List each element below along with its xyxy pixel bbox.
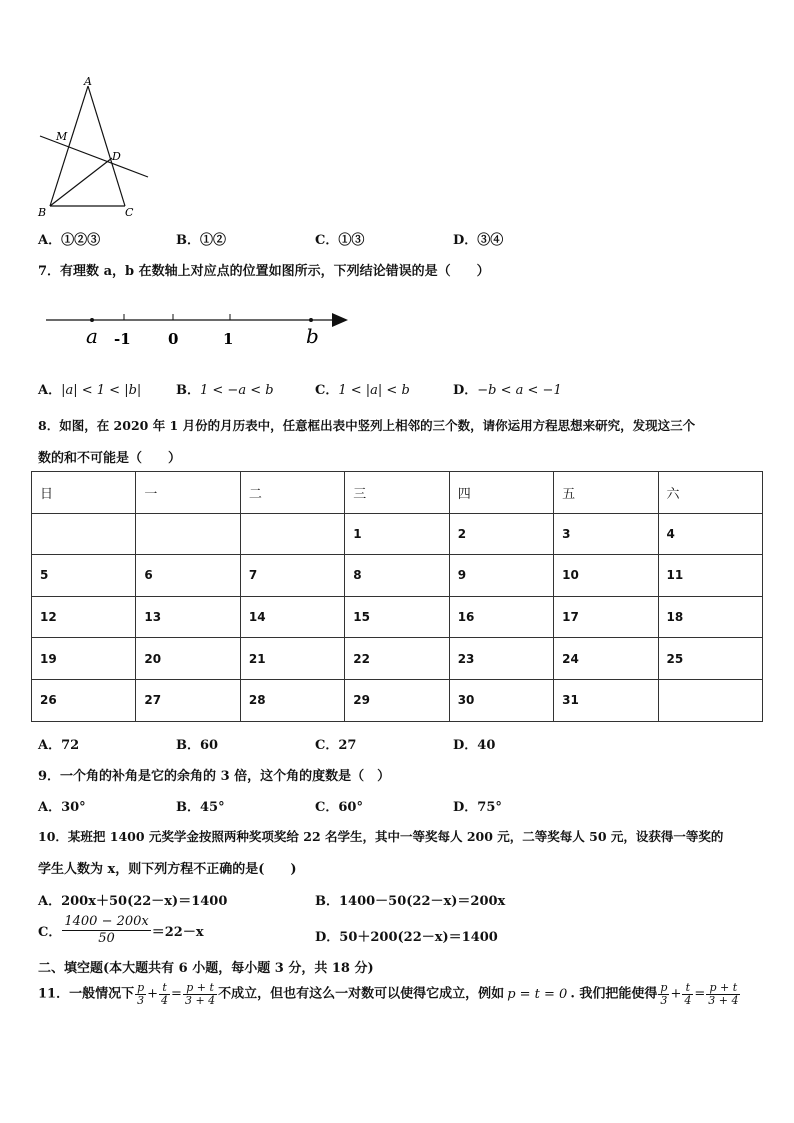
q8-option-d: D．40	[453, 738, 496, 753]
label-m: M	[56, 130, 68, 143]
q11-text: 11．一般情况下 $\frac{p}{3}$ + $\frac{t}{4}$ = $\frac{p + t}{3 + 4}$ 不成立，但也有这么一对数可以使得它成立，例如 p = t = 0 . 我们把能使得 $\frac{p}{3}$ + $\frac{t}{4}$ = $\frac{p + t}{3 + 4}$	[38, 981, 739, 1007]
number-line	[40, 300, 360, 352]
calendar-cell: 26	[32, 679, 136, 721]
calendar-cell: 5	[32, 555, 136, 597]
calendar-cell: 19	[32, 638, 136, 680]
calendar-cell: 17	[554, 596, 658, 638]
label-a: A	[84, 76, 92, 88]
axis-arrow	[332, 313, 348, 327]
calendar-cell: 20	[136, 638, 240, 680]
calendar-cell: 27	[136, 679, 240, 721]
q8-stem-line1: 8．如图，在 2020 年 1 月份的月历表中，任意框出表中竖列上相邻的三个数，请你运用方程思想来研究，发现这三个	[38, 418, 696, 433]
calendar-cell: 15	[345, 596, 449, 638]
label-zero: 0	[168, 330, 179, 348]
calendar-cell: 12	[32, 596, 136, 638]
point-b	[309, 318, 313, 322]
q8-option-a: A．72	[38, 738, 80, 753]
q10-c-numerator: 1400 − 200x	[64, 914, 149, 929]
calendar-cell: 8	[345, 555, 449, 597]
calendar-cell: 1	[345, 513, 449, 555]
label-point-b: b	[306, 324, 319, 348]
calendar-header-cell: 六	[658, 472, 762, 514]
q8-option-b: B．60	[176, 738, 219, 753]
q7-option-c: C．1 < |a| < b	[315, 383, 410, 398]
label-minus-one: -1	[114, 330, 131, 348]
calendar-header-cell: 日	[32, 472, 136, 514]
label-one: 1	[223, 330, 234, 348]
calendar-cell: 28	[240, 679, 344, 721]
q10-c-denominator: 50	[98, 931, 115, 946]
q6-option-d: D．③④	[453, 233, 504, 248]
q10-option-a: A．200x＋50(22－x)＝1400	[38, 894, 228, 909]
point-a	[90, 318, 94, 322]
calendar-cell: 6	[136, 555, 240, 597]
calendar-header-cell: 四	[449, 472, 553, 514]
triangle-figure	[30, 76, 160, 221]
calendar-cell: 21	[240, 638, 344, 680]
calendar-header-row	[32, 472, 763, 514]
q8-option-c: C．27	[315, 738, 357, 753]
calendar-cell: 10	[554, 555, 658, 597]
q7-stem: 7．有理数 a，b 在数轴上对应点的位置如图所示，下列结论错误的是（ ）	[38, 264, 490, 279]
q9-option-a: A．30°	[38, 800, 86, 815]
q9-option-b: B．45°	[176, 800, 225, 815]
label-point-a: a	[86, 324, 98, 348]
q9-stem: 9．一个角的补角是它的余角的 3 倍，这个角的度数是（ ）	[38, 769, 391, 784]
section-2-title: 二、填空题(本大题共有 6 小题，每小题 3 分，共 18 分)	[38, 961, 374, 976]
calendar-cell: 11	[658, 555, 762, 597]
calendar-cell: 7	[240, 555, 344, 597]
label-b: B	[38, 206, 47, 219]
calendar-cell: 31	[554, 679, 658, 721]
calendar-cell: 13	[136, 596, 240, 638]
calendar-cell	[32, 513, 136, 555]
calendar-cell: 14	[240, 596, 344, 638]
calendar-cell	[240, 513, 344, 555]
q7-option-a: A．|a| < 1 < |b|	[38, 383, 142, 398]
calendar-cell	[136, 513, 240, 555]
calendar-table	[31, 471, 763, 722]
q8-stem-line2: 数的和不可能是（ ）	[38, 451, 182, 466]
q7-option-d: D．−b < a < −1	[453, 383, 562, 398]
q6-option-a: A．①②③	[38, 233, 101, 248]
segment-bd	[50, 158, 112, 206]
q10-stem-line1: 10．某班把 1400 元奖学金按照两种奖项奖给 22 名学生，其中一等奖每人 200 元，二等奖每人 50 元，设获得一等奖的	[38, 829, 724, 844]
calendar-cell: 23	[449, 638, 553, 680]
q10-option-c: C． $\frac{1400 - 200x}{50}$ ＝22－x	[38, 914, 204, 946]
calendar-header-cell: 三	[345, 472, 449, 514]
q9-option-d: D．75°	[453, 800, 502, 815]
side-ab	[50, 86, 88, 206]
calendar-cell: 4	[658, 513, 762, 555]
label-c: C	[125, 206, 134, 219]
calendar-header-cell: 五	[554, 472, 658, 514]
calendar-header-cell: 二	[240, 472, 344, 514]
calendar-cell	[658, 679, 762, 721]
q10-option-b: B．1400－50(22－x)＝200x	[315, 894, 506, 909]
q9-option-c: C．60°	[315, 800, 363, 815]
q6-option-b: B．①②	[176, 233, 226, 248]
calendar-cell: 29	[345, 679, 449, 721]
q7-option-b: B．1 < −a < b	[176, 383, 274, 398]
label-d: D	[112, 150, 121, 163]
calendar-cell: 22	[345, 638, 449, 680]
calendar-cell: 25	[658, 638, 762, 680]
calendar-cell: 9	[449, 555, 553, 597]
calendar-row	[32, 513, 763, 555]
calendar-header-cell: 一	[136, 472, 240, 514]
calendar-cell: 3	[554, 513, 658, 555]
side-ac	[88, 86, 125, 206]
calendar-cell: 30	[449, 679, 553, 721]
q10-stem-line2: 学生人数为 x，则下列方程不正确的是( )	[38, 862, 297, 877]
calendar-cell: 2	[449, 513, 553, 555]
calendar-row	[32, 638, 763, 680]
calendar-row	[32, 679, 763, 721]
calendar-cell: 24	[554, 638, 658, 680]
calendar-row	[32, 596, 763, 638]
q10-option-d: D．50＋200(22－x)＝1400	[315, 930, 498, 945]
q6-option-c: C．①③	[315, 233, 365, 248]
calendar-cell: 16	[449, 596, 553, 638]
calendar-cell: 18	[658, 596, 762, 638]
calendar-row	[32, 555, 763, 597]
